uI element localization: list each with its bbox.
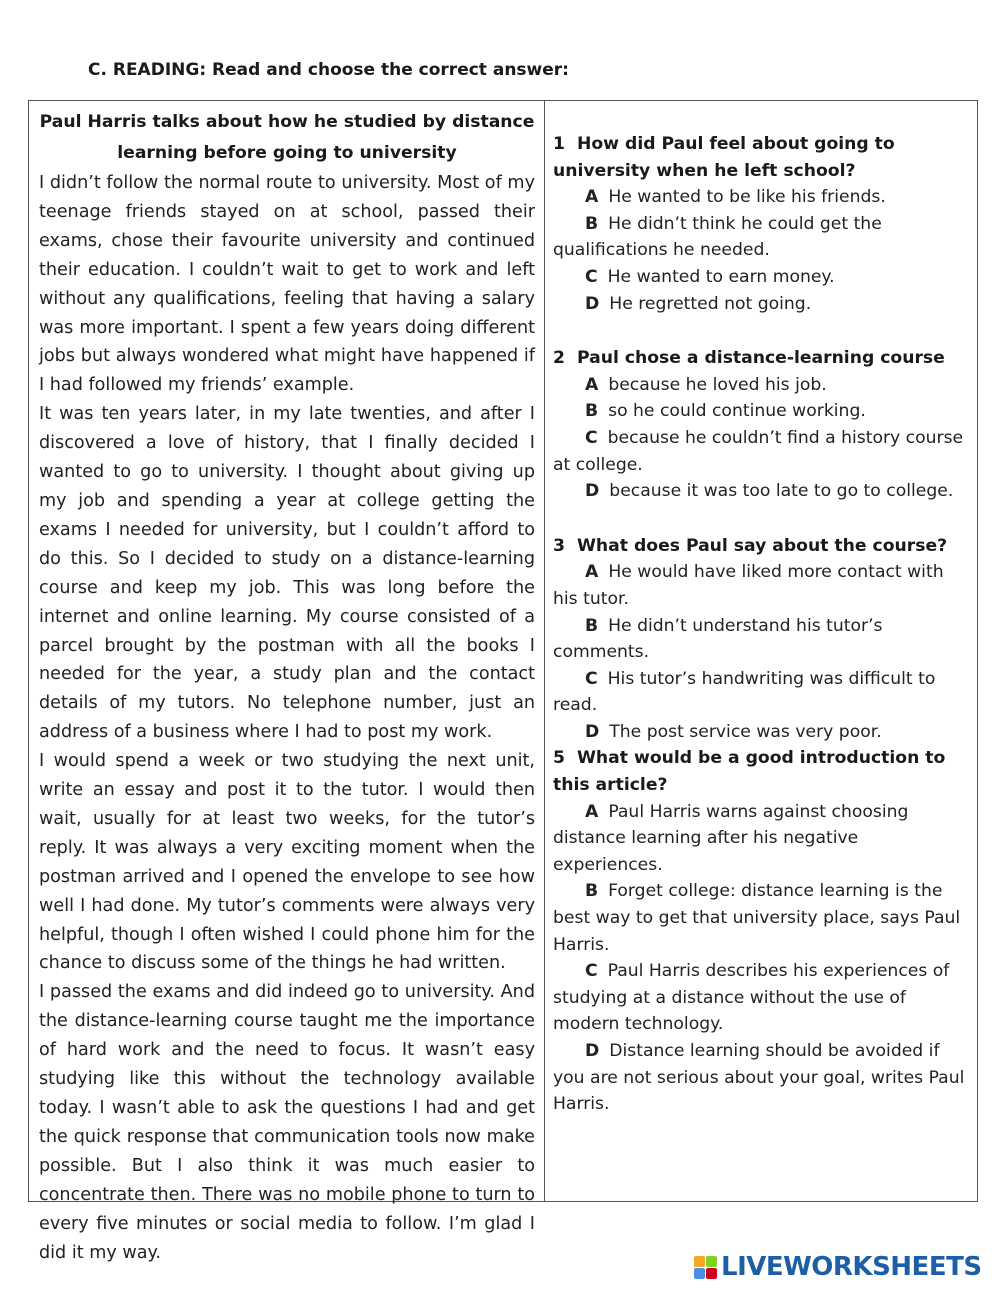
option-text: He regretted not going. <box>609 293 812 314</box>
option-text: The post service was very poor. <box>609 721 882 742</box>
option-letter: B <box>585 401 599 422</box>
option-text: He didn’t think he could get the qualifications he needed. <box>553 213 882 261</box>
answer-option[interactable] <box>553 559 969 612</box>
question-stem <box>553 745 969 798</box>
answer-option[interactable] <box>553 398 969 425</box>
logo-text: LIVEWORKSHEETS <box>721 1252 982 1282</box>
option-letter: A <box>585 374 599 395</box>
option-text: His tutor’s handwriting was difficult to read. <box>553 668 936 716</box>
option-letter: C <box>585 668 598 689</box>
question-text: How did Paul feel about going to university when he left school? <box>553 134 895 181</box>
option-letter: D <box>585 1041 600 1061</box>
answer-option[interactable] <box>553 425 969 478</box>
answer-option[interactable] <box>553 478 969 505</box>
answer-option[interactable] <box>553 613 969 666</box>
article-paragraph: I passed the exams and did indeed go to university. And the distance-learning course taught me the importance of hard work and the need to focus. It wasn’t easy studying like this without the technology available today. I wasn’t able to ask the questions I had and get the quick response that communication tools now make possible. But I also think it was much easier to concentrate then. There was no mobile phone to turn to every five minutes or social media to follow. I’m glad I did it my way. <box>39 982 535 1263</box>
article-paragraph: I didn’t follow the normal route to university. Most of my teenage friends stayed on at school, passed their exams, chose their favourite university and continued their education. I couldn’t wait to get to work and left without any qualifications, feeling that having a salary was more important. I spent a few years doing different jobs but always wondered what might have happened if I had followed my friends’ example. <box>39 173 535 396</box>
question-text: What does Paul say about the course? <box>576 535 948 556</box>
question-stem <box>553 533 969 560</box>
answer-option[interactable] <box>553 211 969 264</box>
question-number: 5 <box>553 748 565 769</box>
question-text: What would be a good introduction to this article? <box>553 748 946 796</box>
answer-option[interactable] <box>553 719 969 746</box>
option-letter: C <box>585 427 598 448</box>
question-text: Paul chose a distance-learning course <box>576 348 945 369</box>
answer-option[interactable] <box>553 958 969 1038</box>
option-letter: C <box>585 266 598 287</box>
question-2 <box>553 345 969 505</box>
option-text: Paul Harris describes his experiences of studying at a distance without the use of modern technology. <box>553 961 950 1035</box>
question-3 <box>553 533 969 746</box>
option-letter: A <box>585 801 599 822</box>
option-letter: D <box>585 481 600 502</box>
option-text: He wanted to be like his friends. <box>608 187 886 208</box>
article-title: Paul Harris talks about how he studied by distance learning before going to university <box>39 112 535 163</box>
question-number: 2 <box>553 348 565 369</box>
option-text: Distance learning should be avoided if you are not serious about your goal, writes Paul Harris. <box>553 1041 965 1115</box>
option-letter: D <box>585 293 600 314</box>
answer-option[interactable] <box>553 184 969 211</box>
article-column <box>29 101 545 1263</box>
option-letter: C <box>585 961 598 982</box>
article-paragraph: It was ten years later, in my late twenties, and after I discovered a love of history, that I finally decided I wanted to go to university. I thought about giving up my job and spending a year at college getting the exams I needed for university, but I couldn’t afford to do this. So I decided to study on a distance-learning course and keep my job. This was long before the internet and online learning. My course consisted of a parcel brought by the postman with all the books I needed for the year, a study plan and the contact details of my tutors. No telephone number, just an address of a business where I had to post my work. <box>39 404 535 743</box>
option-text: because he loved his job. <box>608 374 827 395</box>
option-letter: D <box>585 721 600 742</box>
question-stem <box>553 345 969 372</box>
option-text: Forget college: distance learning is the best way to get that university place, says Paul Harris. <box>553 881 961 955</box>
option-text: Paul Harris warns against choosing distance learning after his negative experiences. <box>553 801 909 875</box>
answer-option[interactable] <box>553 291 969 318</box>
question-1 <box>553 131 969 317</box>
option-letter: A <box>585 187 599 208</box>
option-text: because it was too late to go to college. <box>609 481 954 502</box>
question-number: 1 <box>553 134 565 154</box>
option-letter: B <box>585 615 599 636</box>
option-text: He wanted to earn money. <box>607 266 835 287</box>
answer-option[interactable] <box>553 666 969 719</box>
spacer <box>553 505 969 533</box>
liveworksheets-logo-icon <box>694 1256 717 1279</box>
section-heading: C. READING: Read and choose the correct answer: <box>88 60 569 80</box>
spacer <box>553 317 969 345</box>
option-text: He didn’t understand his tutor’s comments. <box>553 615 883 663</box>
option-letter: A <box>585 562 599 583</box>
answer-option[interactable] <box>553 372 969 399</box>
question-stem <box>553 131 969 184</box>
reading-table <box>28 100 978 1263</box>
option-text: He would have liked more contact with his tutor. <box>553 562 944 609</box>
answer-option[interactable] <box>553 799 969 879</box>
option-letter: B <box>585 213 599 234</box>
liveworksheets-logo[interactable] <box>694 1252 982 1282</box>
option-text: so he could continue working. <box>608 401 866 422</box>
question-number: 3 <box>553 535 565 556</box>
article-paragraph: I would spend a week or two studying the next unit, write an essay and post it to the tutor. I would then wait, usually for at least two weeks, for the tutor’s reply. It was always a very exciting moment when the postman arrived and I opened the envelope to see how well I had done. My tutor’s comments were always very helpful, though I often wished I could phone him for the chance to discuss some of the things he had written. <box>39 751 535 974</box>
option-text: because he couldn’t find a history course at college. <box>553 427 964 475</box>
answer-option[interactable] <box>553 264 969 291</box>
option-letter: B <box>585 881 599 902</box>
answer-option[interactable] <box>553 878 969 958</box>
answer-option[interactable] <box>553 1038 969 1118</box>
question-5 <box>553 745 969 1117</box>
questions-column <box>545 101 977 1201</box>
